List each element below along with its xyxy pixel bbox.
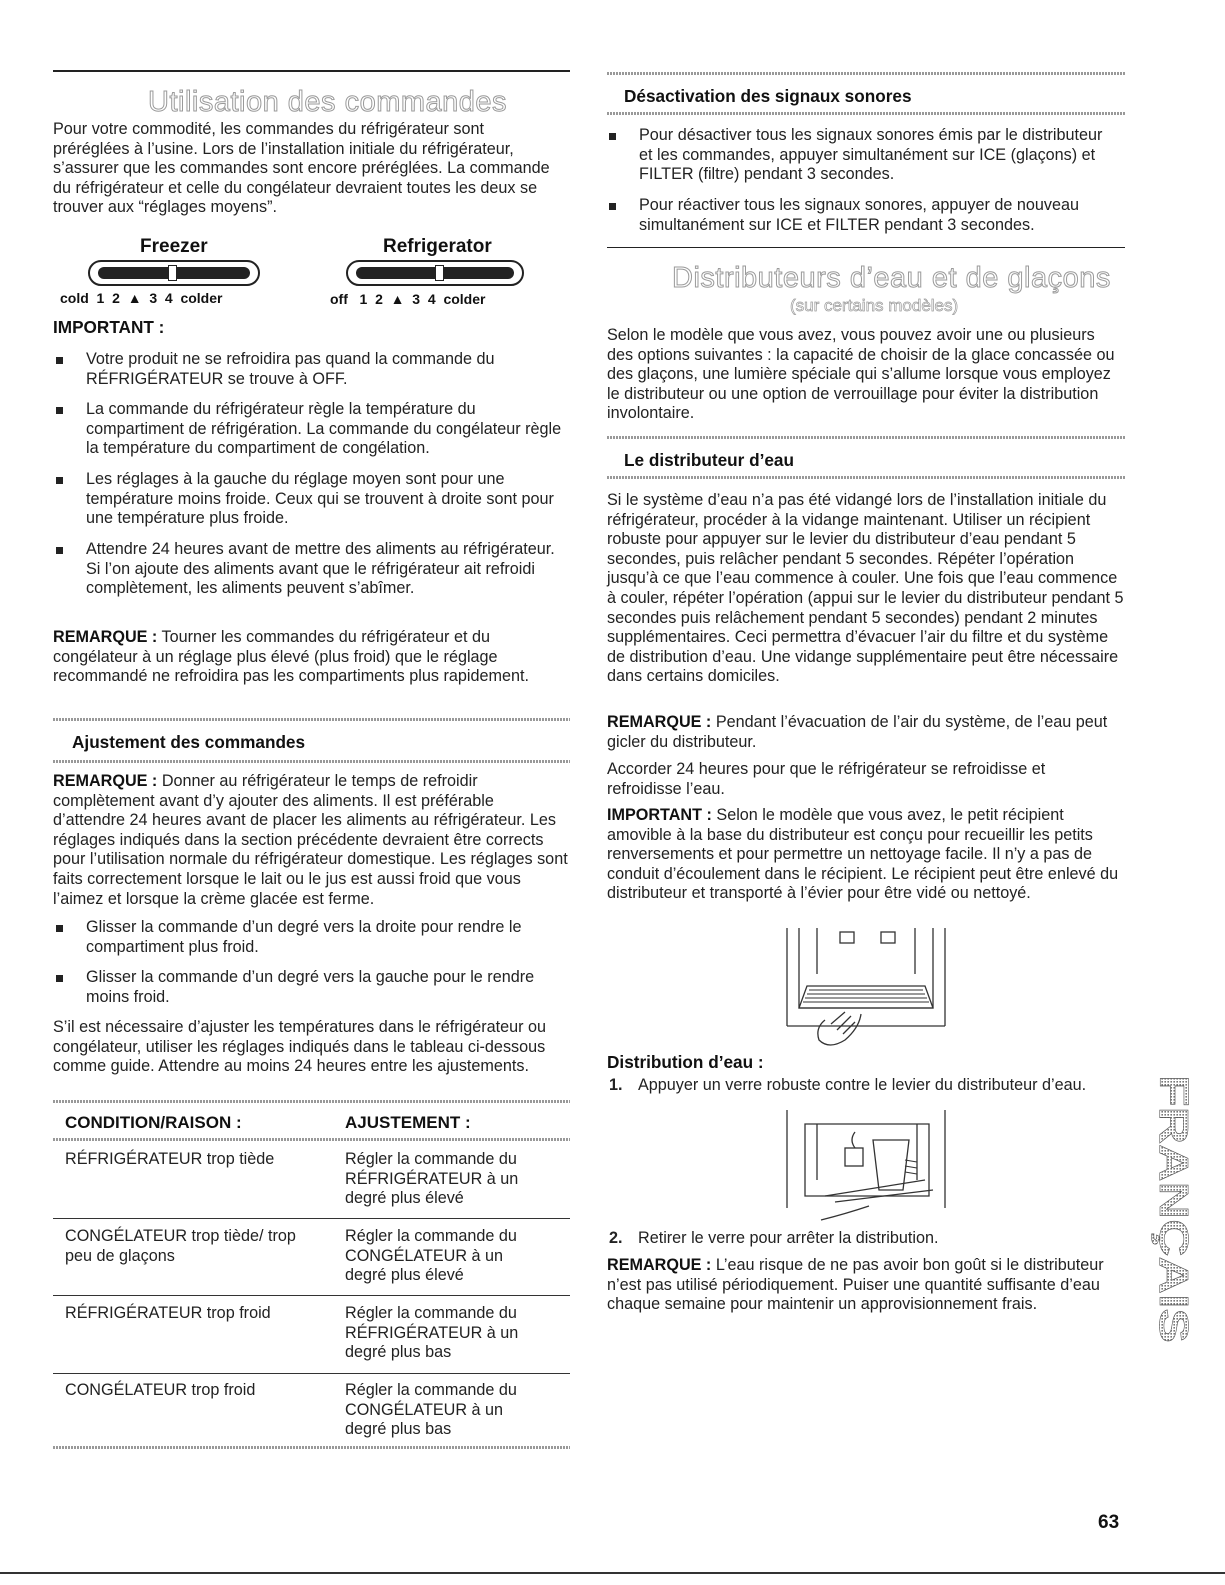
section-title-distributeurs: Distributeurs d’eau et de glaçons bbox=[672, 262, 1111, 294]
freezer-label: Freezer bbox=[140, 236, 208, 257]
bullet-icon bbox=[56, 547, 63, 554]
side-tab-label: FRANÇAIS bbox=[1151, 1075, 1197, 1287]
step-number: 2. bbox=[609, 1229, 623, 1247]
remarque-note-2: REMARQUE : Donner au réfrigérateur le temps de refroidir complètement avant d’y ajouter des aliments. Il est préférable d’attendre 24 heures avant de placer les aliments au réfrigérateur. Les réglages indiqués dans la section précédente devraient être corrects pour l’utilisation normale du réfrigérateur domestique. Les réglages sont faits correctement lorsque le lait ou le jus est aussi froid que vous l’aimez et lorsque la crème glacée est ferme. bbox=[53, 772, 568, 908]
signals-item: Pour désactiver tous les signaux sonores émis par le distributeur et les commandes, appuyer simultanément sur ICE (glaçons) et FILTER (filtre) pendant 3 secondes. bbox=[609, 126, 1119, 185]
step-1: 1. Appuyer un verre robuste contre le levier du distributeur d’eau. bbox=[609, 1076, 1087, 1094]
table-row-rule bbox=[53, 1373, 570, 1374]
table-head-rule bbox=[53, 1138, 570, 1141]
intro-paragraph: Pour votre commodité, les commandes du réfrigérateur sont préréglées à l’usine. Lors de l’installation initiale du réfrigérateur, s’assurer que les commandes sont encore préréglées. La commande du réfrigérateur et celle du congélateur devraient toutes les deux se trouver aux “réglages moyens”. bbox=[53, 120, 550, 217]
table-row-rule bbox=[53, 1295, 570, 1296]
remarque-note-1: REMARQUE : Tourner les commandes du réfrigérateur et du congélateur à un réglage plus élevé (plus froid) que le réglage recommandé ne refroidira pas les compartiments plus rapidement. bbox=[53, 628, 529, 686]
table-cell-condition: CONGÉLATEUR trop froid bbox=[65, 1381, 256, 1399]
freezer-control-slider[interactable] bbox=[88, 260, 260, 286]
important-item: Votre produit ne se refroidira pas quand la commande du RÉFRIGÉRATEUR se trouve à OFF. bbox=[56, 350, 566, 389]
signals-heading: Désactivation des signaux sonores bbox=[624, 86, 912, 106]
dotted-rule bbox=[607, 436, 1125, 439]
important-note: IMPORTANT : Selon le modèle que vous avez, le petit récipient amovible à la base du distributeur est conçu pour recueillir les petits renversements et pour permettre un nettoyage facile. Il n’y a pas de conduit d’écoulement dans le récipient. Le récipient peut être enlevé du distributeur et transporté à l’évier pour être vidé ou nettoyé. bbox=[607, 806, 1119, 903]
page-bottom-rule bbox=[0, 1572, 1225, 1574]
table-cell-ajustement: Régler la commande du RÉFRIGÉRATEUR à un degré plus bas bbox=[345, 1304, 519, 1362]
table-head-ajustement: AJUSTEMENT : bbox=[345, 1113, 471, 1132]
important-item: Les réglages à la gauche du réglage moyen sont pour une température moins froide. Ceux qui se trouvent à droite sont pour une température plus froide. bbox=[56, 470, 570, 529]
step-2: 2. Retirer le verre pour arrêter la distribution. bbox=[609, 1229, 939, 1247]
dotted-rule bbox=[53, 760, 570, 763]
dotted-rule bbox=[607, 476, 1125, 479]
bullet-icon bbox=[56, 407, 63, 414]
distributeurs-intro: Selon le modèle que vous avez, vous pouvez avoir une ou plusieurs des options suivantes : la capacité de choisir de la glace concassée ou des glaçons, une lumière spéciale qui s’allume lorsque vous employez le distributeur ou une option de verrouillage pour éviter la distribution involontaire. bbox=[607, 326, 1115, 423]
right-section-rule bbox=[607, 247, 1125, 248]
freezer-scale: cold 1 2 ▲ 3 4 colder bbox=[60, 290, 223, 306]
dispenser-tray-illustration bbox=[785, 928, 950, 1050]
remarque-label: REMARQUE : bbox=[607, 1256, 712, 1274]
dotted-rule bbox=[607, 72, 1125, 75]
bullet-icon bbox=[609, 203, 616, 210]
adjust-item: Glisser la commande d’un degré vers la gauche pour le rendre moins froid. bbox=[56, 968, 546, 1007]
dispenser-glass-illustration bbox=[785, 1110, 950, 1225]
table-cell-ajustement: Régler la commande du CONGÉLATEUR à un degré plus bas bbox=[345, 1381, 517, 1439]
left-top-rule bbox=[53, 70, 570, 72]
refrigerator-slider-knob[interactable] bbox=[435, 265, 444, 281]
table-bottom-rule bbox=[53, 1446, 570, 1449]
refrigerator-label: Refrigerator bbox=[383, 236, 492, 257]
bullet-icon bbox=[609, 133, 616, 140]
table-cell-condition: RÉFRIGÉRATEUR trop froid bbox=[65, 1304, 271, 1322]
table-cell-condition: RÉFRIGÉRATEUR trop tiède bbox=[65, 1150, 275, 1168]
water-heading: Le distributeur d’eau bbox=[624, 450, 794, 470]
bullet-icon bbox=[56, 975, 63, 982]
important-heading: IMPORTANT : bbox=[53, 317, 165, 337]
dotted-rule bbox=[607, 112, 1125, 115]
table-cell-ajustement: Régler la commande du CONGÉLATEUR à un degré plus élevé bbox=[345, 1227, 517, 1285]
remarque-note-3: REMARQUE : Pendant l’évacuation de l’air du système, de l’eau peut gicler du distributeur. bbox=[607, 713, 1108, 751]
refrigerator-control-slider[interactable] bbox=[346, 260, 524, 286]
accorder-paragraph: Accorder 24 heures pour que le réfrigérateur se refroidisse et refroidisse l’eau. bbox=[607, 760, 1046, 798]
remarque-note-4: REMARQUE : L’eau risque de ne pas avoir bon goût si le distributeur n’est pas utilisé périodiquement. Puiser une quantité suffisante d’eau chaque semaine pour maintenir un approvisionnement frais. bbox=[607, 1256, 1104, 1314]
table-cell-condition: CONGÉLATEUR trop tiède/ trop peu de glaçons bbox=[65, 1227, 296, 1265]
distribution-heading: Distribution d’eau : bbox=[607, 1052, 764, 1072]
adjust-item: Glisser la commande d’un degré vers la droite pour rendre le compartiment plus froid. bbox=[56, 918, 570, 957]
important-item: Attendre 24 heures avant de mettre des aliments au réfrigérateur. Si l’on ajoute des aliments avant que le réfrigérateur ait refroidi complètement, les aliments peuvent s’abîmer. bbox=[56, 540, 570, 599]
table-row-rule bbox=[53, 1218, 570, 1219]
freezer-slider-knob[interactable] bbox=[168, 265, 177, 281]
important-item: La commande du réfrigérateur règle la température du compartiment de réfrigération. La commande du congélateur règle la température du compartiment de congélation. bbox=[56, 400, 570, 459]
important-label: IMPORTANT : bbox=[607, 806, 712, 824]
signals-item: Pour réactiver tous les signaux sonores, appuyer de nouveau simultanément sur ICE et FILTER pendant 3 secondes. bbox=[609, 196, 1119, 235]
remarque-label: REMARQUE : bbox=[53, 628, 158, 646]
remarque-label: REMARQUE : bbox=[607, 713, 712, 731]
bullet-icon bbox=[56, 925, 63, 932]
table-head-condition: CONDITION/RAISON : bbox=[65, 1113, 242, 1132]
ajustement-heading: Ajustement des commandes bbox=[72, 732, 306, 752]
adjust-outro: S’il est nécessaire d’ajuster les températures dans le réfrigérateur ou congélateur, utiliser les réglages indiqués dans le tableau ci-dessous comme guide. Attendre au moins 24 heures entre les ajustements. bbox=[53, 1018, 547, 1076]
section-subtitle: (sur certains modèles) bbox=[790, 296, 959, 315]
language-side-tab bbox=[1150, 1075, 1197, 1345]
dotted-rule bbox=[53, 718, 570, 721]
water-paragraph: Si le système d’eau n’a pas été vidangé lors de l’installation initiale du réfrigérateur, procéder à la vidange maintenant. Utiliser un récipient robuste pour appuyer sur le levier du distributeur d’eau pendant 5 secondes, puis relâcher pendant 5 secondes. Répéter l’opération jusqu’à ce que l’eau commence à couler. Une fois que l’eau commence à couler, répéter l’opération (appui sur le levier du distributeur pendant 5 secondes puis relâchement pendant 5 secondes) pendant 2 minutes supplémentaires. Ceci permettra d’évacuer l’air du filtre et du système de distribution d’eau. Une vidange supplémentaire peut être nécessaire dans certains domiciles. bbox=[607, 491, 1124, 686]
bullet-icon bbox=[56, 357, 63, 364]
table-top-rule bbox=[53, 1100, 570, 1103]
table-cell-ajustement: Régler la commande du RÉFRIGÉRATEUR à un degré plus élevé bbox=[345, 1150, 519, 1208]
refrigerator-scale: off 1 2 ▲ 3 4 colder bbox=[330, 291, 486, 307]
section-title-utilisation: Utilisation des commandes bbox=[148, 86, 508, 118]
remarque-label: REMARQUE : bbox=[53, 772, 158, 790]
bullet-icon bbox=[56, 477, 63, 484]
page-number: 63 bbox=[1098, 1512, 1120, 1533]
step-number: 1. bbox=[609, 1076, 623, 1094]
